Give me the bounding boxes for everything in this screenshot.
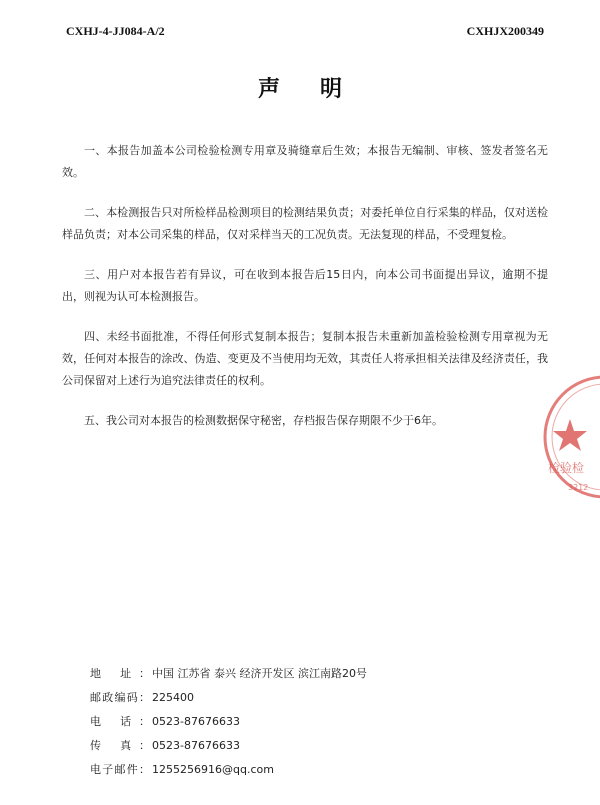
contact-info	[90, 662, 367, 782]
address-value: 中国 江苏省 泰兴 经济开发区 滨江南路20号	[152, 667, 367, 680]
company-seal-stamp	[540, 372, 600, 502]
phone-value: 0523-87676633	[152, 715, 240, 728]
seal-number: 3212	[568, 483, 589, 492]
contact-postcode-row	[90, 686, 367, 710]
contact-address-row	[90, 662, 367, 686]
contact-phone-row	[90, 710, 367, 734]
fax-label: 传 真：	[90, 739, 150, 752]
seal-text: 检验检	[548, 461, 585, 475]
report-number: CXHJX200349	[466, 24, 544, 38]
document-code: CXHJ-4-JJ084-A/2	[66, 24, 165, 38]
statement-body	[62, 140, 548, 450]
postcode-value: 225400	[152, 691, 194, 704]
statement-paragraph-5: 五、我公司对本报告的检测数据保守秘密，存档报告保存期限不少于6年。	[84, 414, 443, 427]
email-label: 电子邮件：	[90, 763, 150, 776]
fax-value: 0523-87676633	[152, 739, 240, 752]
email-value: 1255256916@qq.com	[152, 763, 274, 776]
statement-paragraph-3: 三、用户对本报告若有异议，可在收到本报告后15日内，向本公司书面提出异议，逾期不提出，则视为认可本检测报告。	[62, 268, 548, 303]
seal-star-icon	[553, 419, 587, 451]
contact-fax-row	[90, 734, 367, 758]
address-label: 地 址：	[90, 667, 150, 680]
phone-label: 电 话：	[90, 715, 150, 728]
statement-paragraph-4: 四、未经书面批准，不得任何形式复制本报告；复制本报告未重新加盖检验检测专用章视为无效，任何对本报告的涂改、伪造、变更及不当使用均无效，其责任人将承担相关法律及经济责任，我公司保留对上述行为追究法律责任的权利。	[62, 330, 548, 387]
postcode-label: 邮政编码：	[90, 691, 150, 704]
statement-paragraph-1: 一、本报告加盖本公司检验检测专用章及骑缝章后生效；本报告无编制、审核、签发者签名无效。	[62, 144, 548, 179]
contact-email-row	[90, 758, 367, 782]
page-title: 声明	[257, 76, 382, 102]
statement-paragraph-2: 二、本检测报告只对所检样品检测项目的检测结果负责；对委托单位自行采集的样品，仅对送检样品负责；对本公司采集的样品，仅对采样当天的工况负责。无法复现的样品，不受理复检。	[62, 206, 548, 241]
